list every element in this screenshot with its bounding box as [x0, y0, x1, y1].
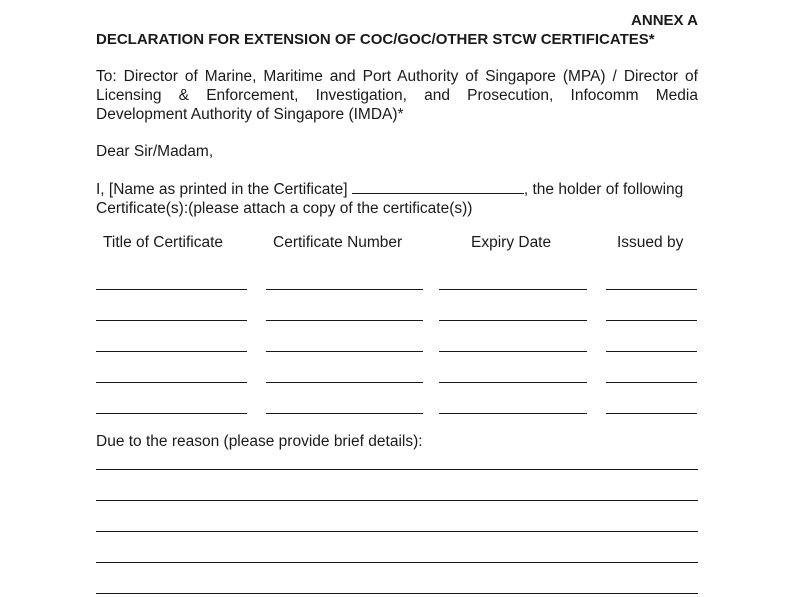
title-field-row-2[interactable]	[96, 320, 247, 321]
number-field-row-1[interactable]	[266, 289, 423, 290]
annex-label: ANNEX A	[631, 12, 698, 29]
header-issued-by: Issued by	[617, 234, 684, 251]
reason-field-line-2[interactable]	[96, 500, 698, 501]
reason-label: Due to the reason (please provide brief details):	[96, 433, 423, 450]
addressee-line-3: Development Authority of Singapore (IMDA)*	[96, 106, 404, 123]
reason-field-line-3[interactable]	[96, 531, 698, 532]
issuer-field-row-2[interactable]	[606, 320, 697, 321]
expiry-field-row-1[interactable]	[439, 289, 587, 290]
number-field-row-3[interactable]	[266, 351, 423, 352]
addressee-line-2: Licensing & Enforcement, Investigation, and Prosecution, Infocomm Media	[96, 87, 698, 104]
title-field-row-1[interactable]	[96, 289, 247, 290]
number-field-row-2[interactable]	[266, 320, 423, 321]
header-expiry-date: Expiry Date	[471, 234, 552, 251]
addressee-line-1: To: Director of Marine, Maritime and Port Authority of Singapore (MPA) / Director of	[96, 68, 698, 85]
issuer-field-row-3[interactable]	[606, 351, 697, 352]
header-title-of-certificate: Title of Certificate	[103, 234, 224, 251]
issuer-field-row-1[interactable]	[606, 289, 697, 290]
holder-line-1	[96, 179, 698, 199]
holder-name-field[interactable]	[352, 179, 524, 194]
number-field-row-4[interactable]	[266, 382, 423, 383]
expiry-field-row-2[interactable]	[439, 320, 587, 321]
number-field-row-5[interactable]	[266, 413, 423, 414]
issuer-field-row-4[interactable]	[606, 382, 697, 383]
title-field-row-3[interactable]	[96, 351, 247, 352]
expiry-field-row-3[interactable]	[439, 351, 587, 352]
reason-field-line-5[interactable]	[96, 593, 698, 594]
holder-line-2: Certificate(s):(please attach a copy of the certificate(s))	[96, 200, 473, 217]
holder-prefix: I, [Name as printed in the Certificate]	[96, 181, 348, 198]
issuer-field-row-5[interactable]	[606, 413, 697, 414]
title-field-row-5[interactable]	[96, 413, 247, 414]
expiry-field-row-4[interactable]	[439, 382, 587, 383]
reason-field-line-1[interactable]	[96, 469, 698, 470]
holder-suffix: , the holder of following	[523, 181, 684, 198]
salutation: Dear Sir/Madam,	[96, 143, 214, 160]
expiry-field-row-5[interactable]	[439, 413, 587, 414]
reason-field-line-4[interactable]	[96, 562, 698, 563]
addressee-block	[96, 67, 698, 124]
title-field-row-4[interactable]	[96, 382, 247, 383]
header-certificate-number: Certificate Number	[273, 234, 403, 251]
holder-statement	[96, 179, 698, 218]
form-title: DECLARATION FOR EXTENSION OF COC/GOC/OTHER STCW CERTIFICATES*	[96, 31, 655, 48]
